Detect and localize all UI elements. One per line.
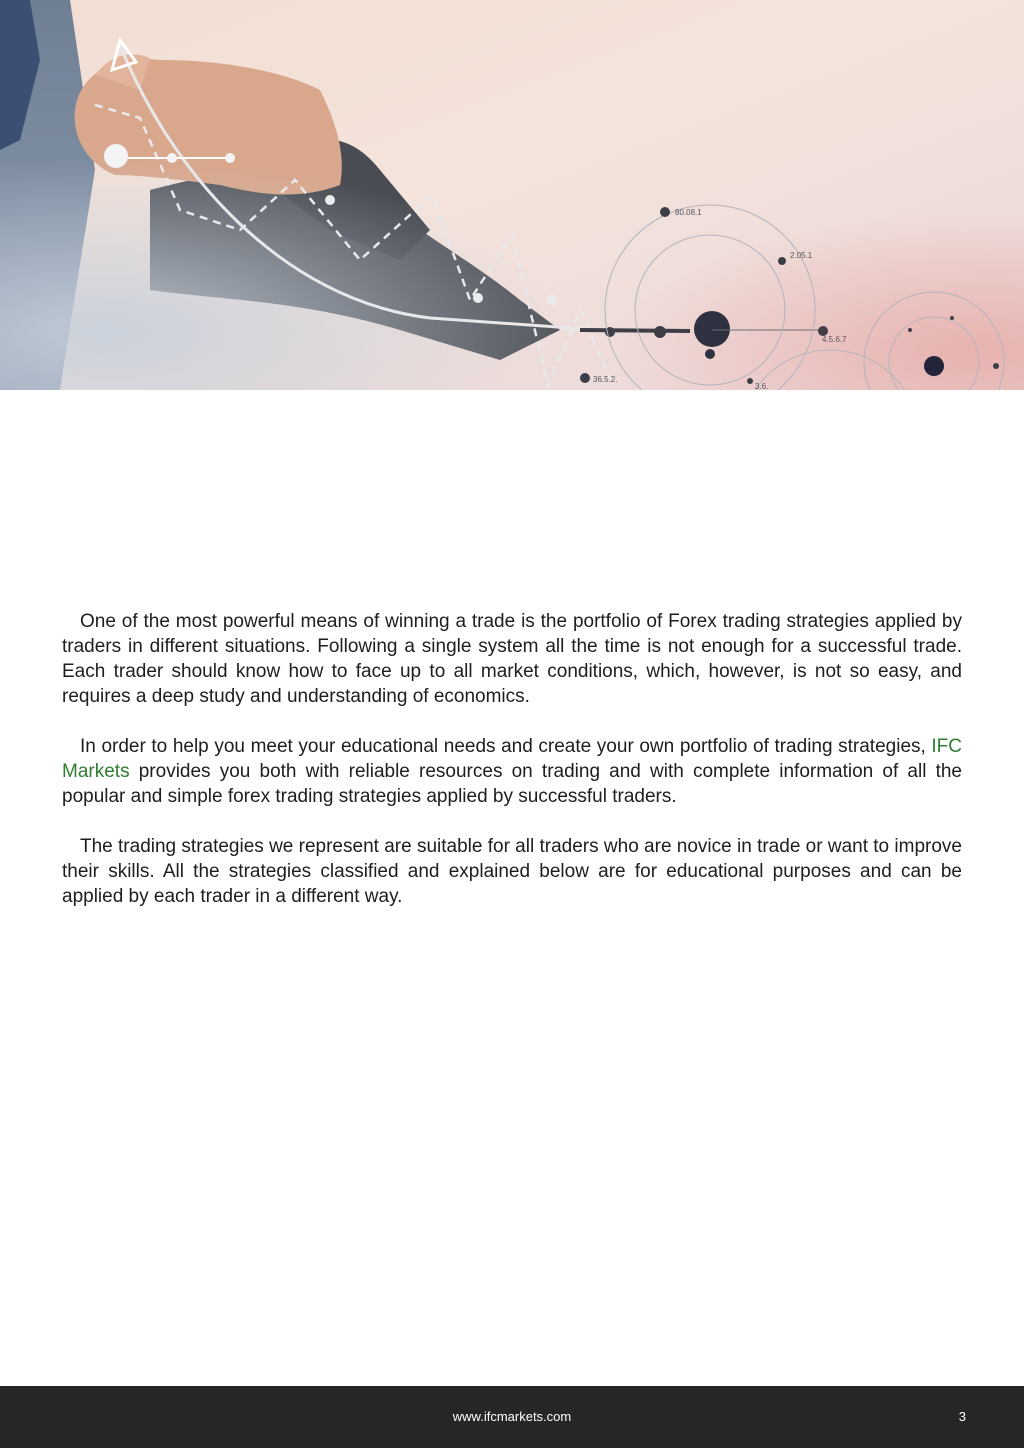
ifc-markets-link[interactable]: IFC Markets — [62, 736, 962, 782]
page-footer — [0, 1386, 1024, 1448]
hand-drawing-chart-icon — [0, 0, 1024, 390]
hero-node-label: 80.08.1 — [675, 208, 702, 217]
paragraph — [62, 734, 962, 809]
body-text — [62, 609, 962, 934]
hero-node-label: 36.5.2. — [593, 375, 618, 384]
hero-image — [0, 0, 1024, 390]
hero-node-label: 2.05.1 — [790, 251, 813, 260]
paragraph: The trading strategies we represent are suitable for all traders who are novice in trade or want to improve their skills. All the strategies classified and explained below are for educational purposes and can be applied by each trader in a different way. — [62, 836, 962, 907]
paragraph: One of the most powerful means of winning a trade is the portfolio of Forex trading strategies applied by traders in different situations. Following a single system all the time is not enough for a successful trade. Each trader should know how to face up to all market conditions, which, however, is not so easy, and requires a deep study and understanding of economics. — [62, 611, 962, 707]
hero-node-label: 4.5.6.7 — [822, 335, 847, 344]
paragraph-text: provides you both with reliable resources on trading and with complete information of all the popular and simple forex trading strategies applied by successful traders. — [62, 761, 962, 807]
page-number: 3 — [958, 1409, 966, 1424]
paragraph-text: In order to help you meet your educational needs and create your own portfolio of trading strategies, — [80, 736, 932, 757]
hero-node-label: 3.6. — [755, 382, 769, 390]
footer-website-link[interactable]: www.ifcmarkets.com — [452, 1409, 572, 1424]
